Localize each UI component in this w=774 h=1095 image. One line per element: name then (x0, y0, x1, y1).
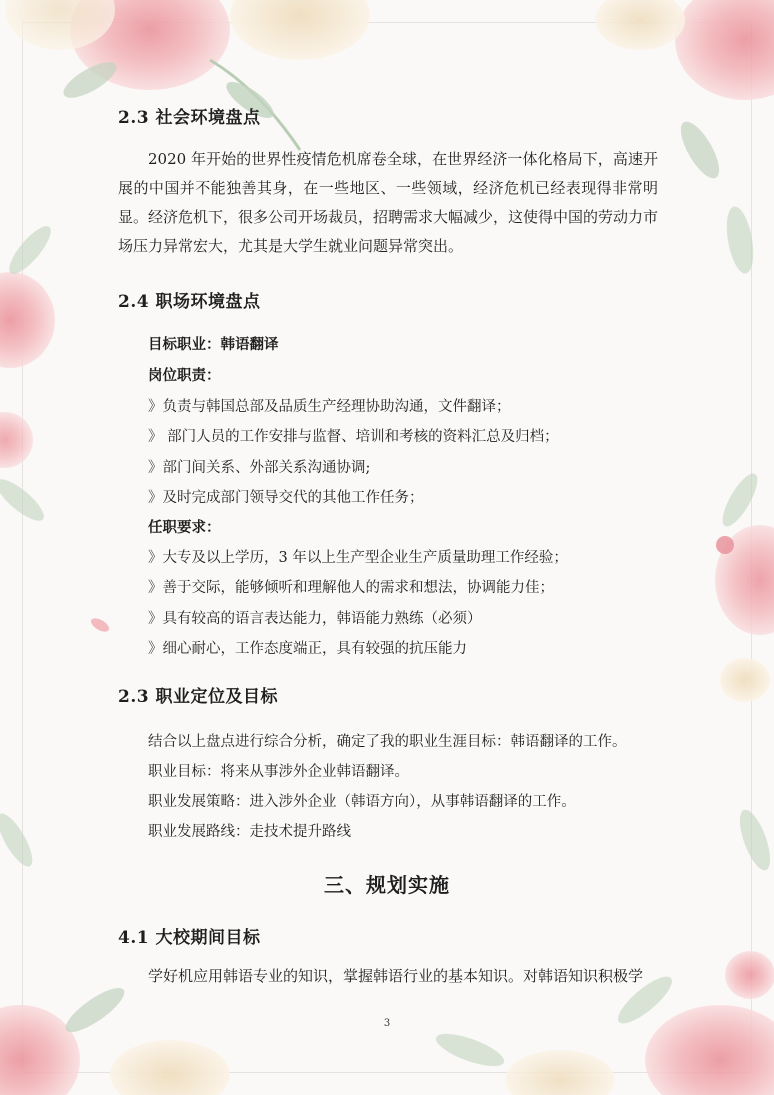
requirement-item: 》善于交际，能够倾听和理解他人的需求和想法，协调能力佳； (148, 580, 554, 596)
positioning-line: 结合以上盘点进行综合分析，确定了我的职业生涯目标：韩语翻译的工作。 (148, 734, 627, 750)
duty-item: 》部门间关系、外部关系沟通协调; (148, 460, 371, 476)
positioning-line: 职业发展策略：进入涉外企业（韩语方向），从事韩语翻译的工作。 (148, 794, 576, 810)
target-job: 目标职业：韩语翻译 (148, 336, 279, 353)
requirement-item: 》大专及以上学历，3 年以上生产型企业生产质量助理工作经验； (148, 550, 568, 566)
positioning-line: 职业发展路线：走技术提升路线 (148, 824, 351, 840)
section-heading-2-3-social: 2.3 社会环境盘点 (118, 108, 261, 128)
requirements-title: 任职要求： (148, 519, 221, 536)
section-heading-4-1: 4.1 大校期间目标 (118, 928, 261, 948)
section-heading-2-3-positioning: 2.3 职业定位及目标 (118, 687, 278, 707)
page-number: 3 (383, 1018, 391, 1029)
duty-item: 》及时完成部门领导交代的其他工作任务； (148, 490, 424, 506)
duty-item: 》负责与韩国总部及品质生产经理协助沟通，文件翻译； (148, 399, 511, 415)
requirement-item: 》细心耐心，工作态度端正，具有较强的抗压能力 (148, 641, 467, 657)
positioning-line: 职业目标：将来从事涉外企业韩语翻译。 (148, 764, 409, 780)
paragraph-social-environment: 2020 年开始的世界性疫情危机席卷全球，在世界经济一体化格局下，高速开展的中国并不能独善其身，在一些地区、一些领域，经济危机已经表现得非常明显。经济危机下，很多公司开场裁员，招聘需求大幅减少，这使得中国的劳动力市场压力异常宏大，尤其是大学生就业问题异常突出。 (118, 150, 659, 255)
duty-item: 》 部门人员的工作安排与监督、培训和考核的资料汇总及归档； (148, 429, 559, 445)
requirement-item: 》具有较高的语言表达能力，韩语能力熟练（必须） (148, 611, 482, 627)
chapter-title: 三、规划实施 (324, 873, 450, 897)
section-heading-2-4-workplace: 2.4 职场环境盘点 (118, 292, 261, 312)
paragraph-college-goals: 学好机应用韩语专业的知识，掌握韩语行业的基本知识。对韩语知识积极学 (148, 967, 644, 985)
duties-title: 岗位职责： (148, 367, 221, 384)
